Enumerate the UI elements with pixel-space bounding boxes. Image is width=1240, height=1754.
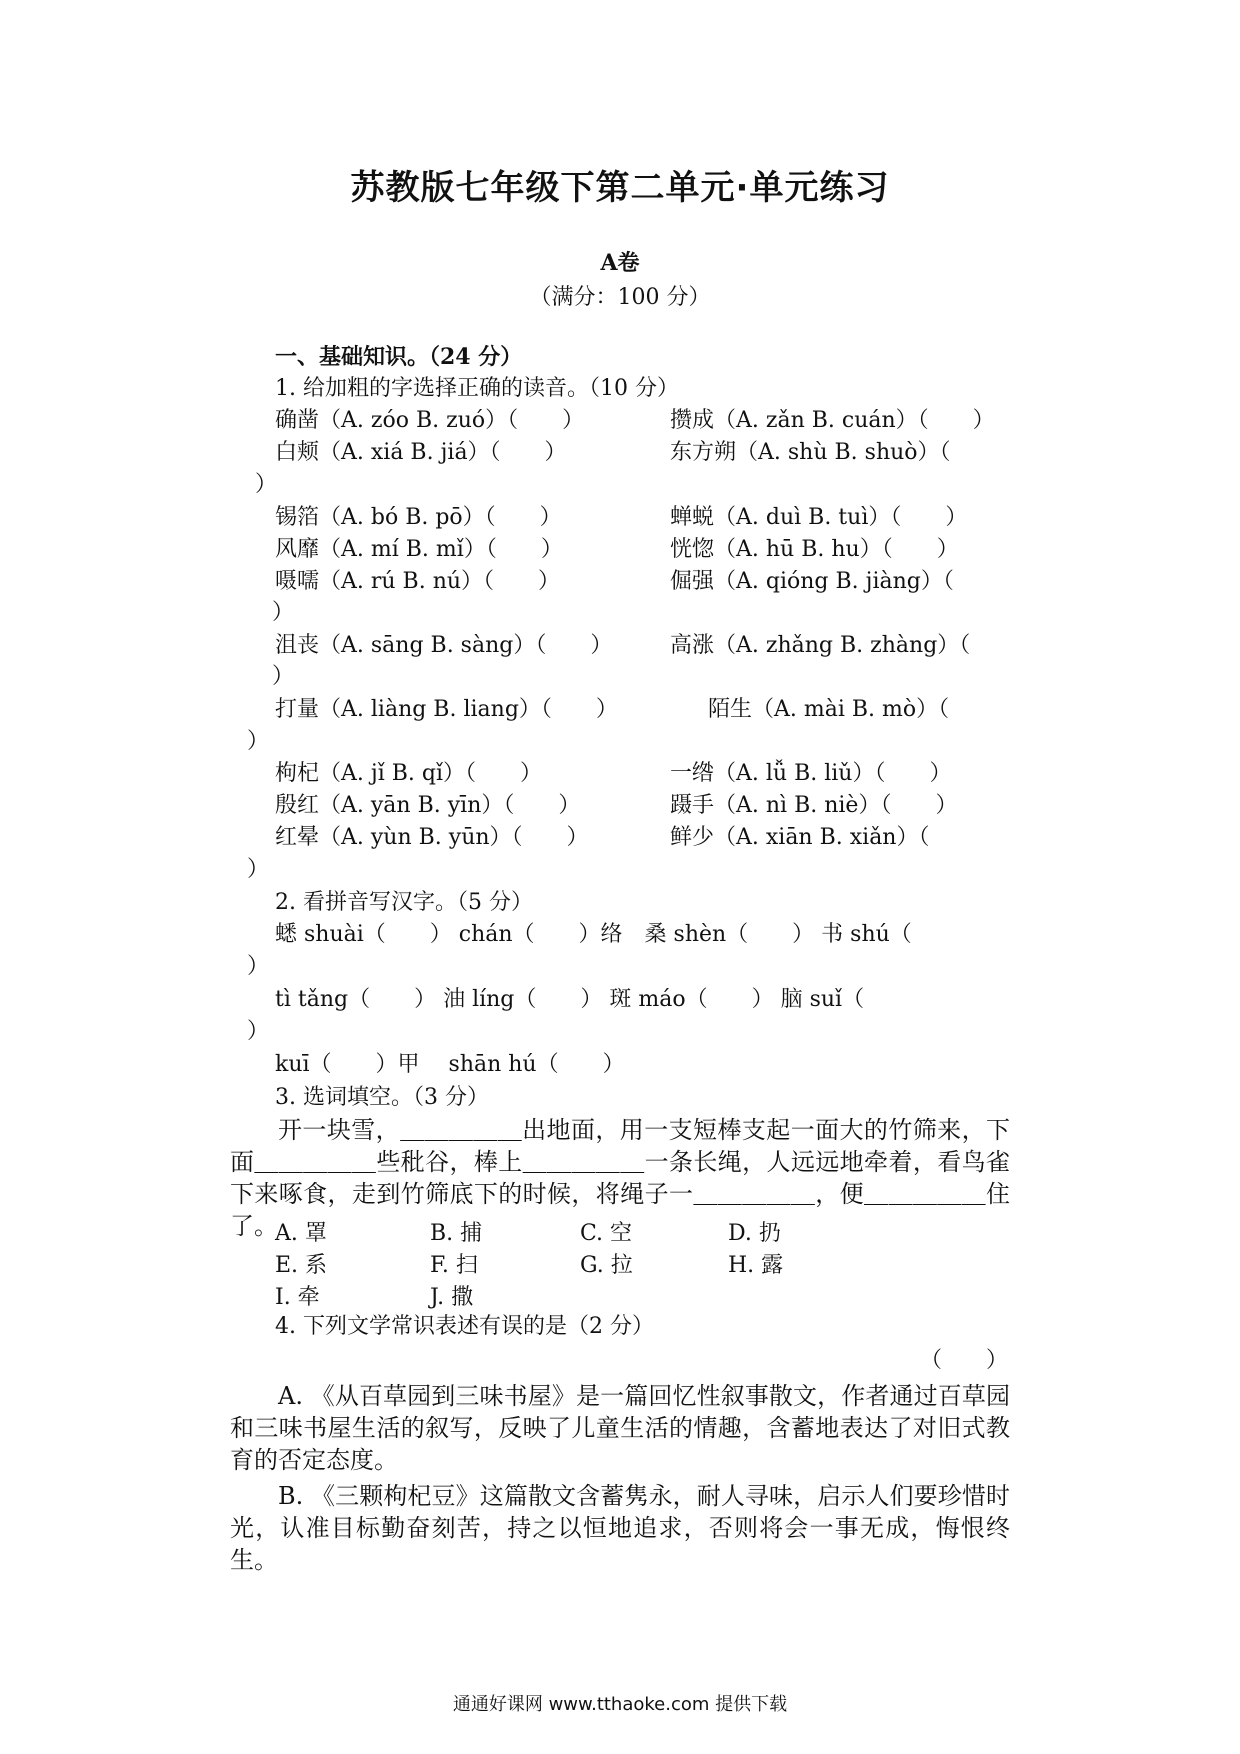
q1-wrap: ）: [272, 664, 295, 689]
q1-row6-left: 沮丧（A. sāng B. sàng）（ ）: [275, 633, 613, 658]
q3-option: B. 捕: [430, 1221, 483, 1246]
paper-label: A卷: [600, 250, 640, 276]
q1-row4-right: 恍惚（A. hū B. hu）（ ）: [670, 537, 959, 562]
q2-prompt: 2. 看拼音写汉字。（5 分）: [275, 890, 533, 915]
q1-row7-right: 陌生（A. mài B. mò）（: [708, 697, 950, 722]
q1-row5-left: 嗫嚅（A. rú B. nú）（ ）: [275, 569, 561, 594]
q1-row3-right: 蝉蜕（A. duì B. tuì）（ ）: [670, 505, 968, 530]
q4-answer-blank: （ ）: [920, 1348, 1009, 1373]
q1-row8-right: 一绺（A. lǚ B. liǔ）（ ）: [670, 761, 952, 786]
q1-wrap: ）: [247, 857, 270, 882]
q1-wrap: ）: [247, 729, 270, 754]
q1-row1-left: 确凿（A. zóo B. zuó）（ ）: [275, 408, 585, 433]
page-title: 苏教版七年级下第二单元·单元练习: [350, 168, 890, 208]
q3-option: J. 撒: [430, 1285, 474, 1310]
q1-row4-left: 风靡（A. mí B. mǐ）（ ）: [275, 537, 563, 562]
q1-row1-right: 攒成（A. zǎn B. cuán）（ ）: [670, 408, 995, 433]
q3-option: H. 露: [728, 1253, 784, 1278]
q3-option: I. 牵: [275, 1285, 320, 1310]
paper-score: （满分：100 分）: [529, 285, 711, 310]
q1-prompt: 1. 给加粗的字选择正确的读音。（10 分）: [275, 376, 679, 401]
q2-wrap: ）: [247, 1019, 270, 1044]
q1-wrap: ）: [255, 472, 278, 497]
q1-wrap: ）: [272, 600, 295, 625]
q3-option: C. 空: [580, 1221, 633, 1246]
q1-row9-left: 殷红（A. yān B. yīn）（ ）: [275, 793, 581, 818]
q2-line2: tì tǎng（ ） 油 líng（ ） 斑 máo（ ） 脑 suǐ（: [275, 987, 865, 1012]
q3-option: D. 扔: [728, 1221, 781, 1246]
q3-option: E. 系: [275, 1253, 328, 1278]
footer-source: 通通好课网 www.tthaoke.com 提供下载: [452, 1694, 788, 1715]
q2-line3: kuī（ ）甲 shān hú（ ）: [275, 1052, 625, 1077]
q3-option: A. 罩: [275, 1221, 327, 1246]
q2-wrap: ）: [247, 954, 270, 979]
q3-prompt: 3. 选词填空。（3 分）: [275, 1085, 489, 1110]
q3-text: 开一块雪，＿＿＿＿＿出地面，用一支短棒支起一面大的竹筛来，下面＿＿＿＿＿些秕谷，棒上＿＿＿＿＿一条长绳，人远远地牵着，看鸟雀下来啄食，走到竹筛底下的时候，将绳子一＿＿＿＿＿，便＿＿＿＿＿住了。: [230, 1116, 1010, 1240]
q4-option-a: A. 《从百草园到三味书屋》是一篇回忆性叙事散文，作者通过百草园和三味书屋生活的叙写，反映了儿童生活的情趣，含蓄地表达了对旧式教育的否定态度。: [230, 1382, 1010, 1474]
q1-row10-right: 鲜少（A. xiān B. xiǎn）（: [670, 825, 930, 850]
q4-option-b: B. 《三颗枸杞豆》这篇散文含蓄隽永，耐人寻味，启示人们要珍惜时光，认准目标勤奋刻苦，持之以恒地追求，否则将会一事无成，悔恨终生。: [230, 1482, 1010, 1574]
q1-row3-left: 锡箔（A. bó B. pō）（ ）: [275, 505, 562, 530]
q3-option: G. 拉: [580, 1253, 633, 1278]
q1-row9-right: 蹑手（A. nì B. niè）（ ）: [670, 793, 958, 818]
section-heading: 一、基础知识。（24 分）: [275, 344, 523, 370]
q1-row2-right: 东方朔（A. shù B. shuò）（: [670, 440, 951, 465]
q1-row7-left: 打量（A. liàng B. liang）（ ）: [275, 697, 618, 722]
q2-line1: 蟋 shuài（ ） chán（ ）络 桑 shèn（ ） 书 shú（: [275, 922, 912, 947]
q3-option: F. 扫: [430, 1253, 478, 1278]
q1-row10-left: 红晕（A. yùn B. yūn）（ ）: [275, 825, 589, 850]
q1-row2-left: 白颊（A. xiá B. jiá）（ ）: [275, 440, 567, 465]
q1-row5-right: 倔强（A. qióng B. jiàng）（: [670, 569, 954, 594]
q1-row6-right: 高涨（A. zhǎng B. zhàng）（: [670, 633, 971, 658]
q1-row8-left: 枸杞（A. jǐ B. qǐ）（ ）: [275, 761, 542, 786]
q4-prompt: 4. 下列文学常识表述有误的是（2 分）: [275, 1314, 654, 1339]
